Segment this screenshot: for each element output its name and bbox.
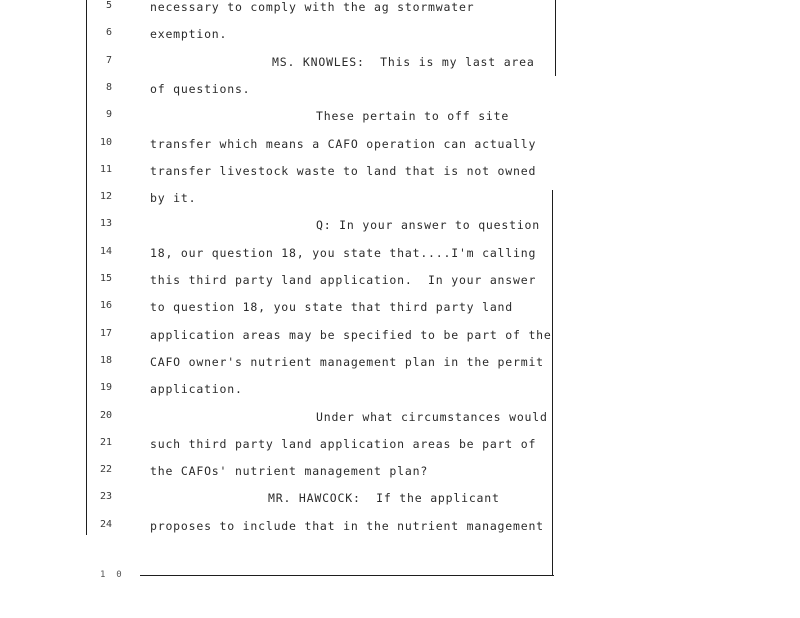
- transcript-line: [0, 164, 800, 191]
- line-text: of questions.: [150, 81, 251, 96]
- transcript-line: [0, 355, 800, 382]
- transcript-line: [0, 246, 800, 273]
- line-number: 24: [99, 518, 112, 530]
- line-number: 20: [99, 409, 112, 421]
- line-text: These pertain to off site: [316, 109, 510, 124]
- line-text: MS. KNOWLES: This is my last area: [272, 54, 535, 69]
- line-text: transfer which means a CAFO operation can actually: [150, 136, 537, 151]
- line-text: MR. HAWCOCK: If the applicant: [268, 491, 500, 506]
- transcript-line: [0, 410, 800, 437]
- line-number: 16: [99, 300, 112, 312]
- transcript-line: [0, 27, 800, 54]
- transcript-line: [0, 328, 800, 355]
- line-text: Q: In your answer to question: [316, 218, 540, 233]
- line-number: 8: [105, 81, 112, 93]
- transcript-line: [0, 218, 800, 245]
- transcript-line: [0, 82, 800, 109]
- transcript-line: [0, 55, 800, 82]
- line-number: 10: [99, 136, 112, 148]
- line-number: 22: [99, 464, 112, 476]
- line-number: 12: [99, 191, 112, 203]
- line-number: 6: [105, 27, 112, 39]
- transcript-line: [0, 191, 800, 218]
- line-text: such third party land application areas be part of: [150, 436, 537, 451]
- line-text: Under what circumstances would: [316, 409, 548, 424]
- line-text: transfer livestock waste to land that is not owned: [150, 163, 537, 178]
- line-number: 21: [99, 436, 112, 448]
- page-footer: 1 0: [100, 570, 122, 580]
- transcript-line: [0, 109, 800, 136]
- line-text: exemption.: [150, 27, 228, 42]
- line-number: 23: [99, 491, 112, 503]
- transcript-line: [0, 137, 800, 164]
- transcript-line: [0, 273, 800, 300]
- transcript-line: [0, 519, 800, 546]
- line-text: the CAFOs' nutrient management plan?: [150, 464, 429, 479]
- line-text: CAFO owner's nutrient management plan in the permit: [150, 354, 544, 369]
- line-number: 9: [105, 109, 112, 121]
- line-number: 17: [99, 327, 112, 339]
- line-text: application.: [150, 382, 243, 397]
- transcript-line: [0, 382, 800, 409]
- line-text: this third party land application. In your answer: [150, 273, 537, 287]
- line-text: to question 18, you state that third party land: [150, 300, 514, 315]
- line-text: necessary to comply with the ag stormwater: [150, 0, 475, 14]
- line-number: 15: [99, 273, 112, 284]
- line-text: proposes to include that in the nutrient management: [150, 518, 544, 533]
- transcript-line: [0, 300, 800, 327]
- line-text: 18, our question 18, you state that....I'm calling: [150, 245, 537, 260]
- transcript-line: [0, 464, 800, 491]
- line-number: 5: [105, 0, 112, 11]
- line-number: 14: [99, 245, 112, 257]
- line-text: application areas may be specified to be part of the: [150, 327, 552, 342]
- transcript-line: [0, 437, 800, 464]
- transcript-line: [0, 0, 800, 27]
- line-number: 7: [105, 54, 112, 66]
- transcript-line: [0, 491, 800, 518]
- line-number: 18: [99, 354, 112, 366]
- line-number: 11: [99, 163, 112, 175]
- line-text: by it.: [150, 191, 197, 206]
- line-number: 13: [99, 218, 112, 230]
- line-number: 19: [99, 382, 112, 394]
